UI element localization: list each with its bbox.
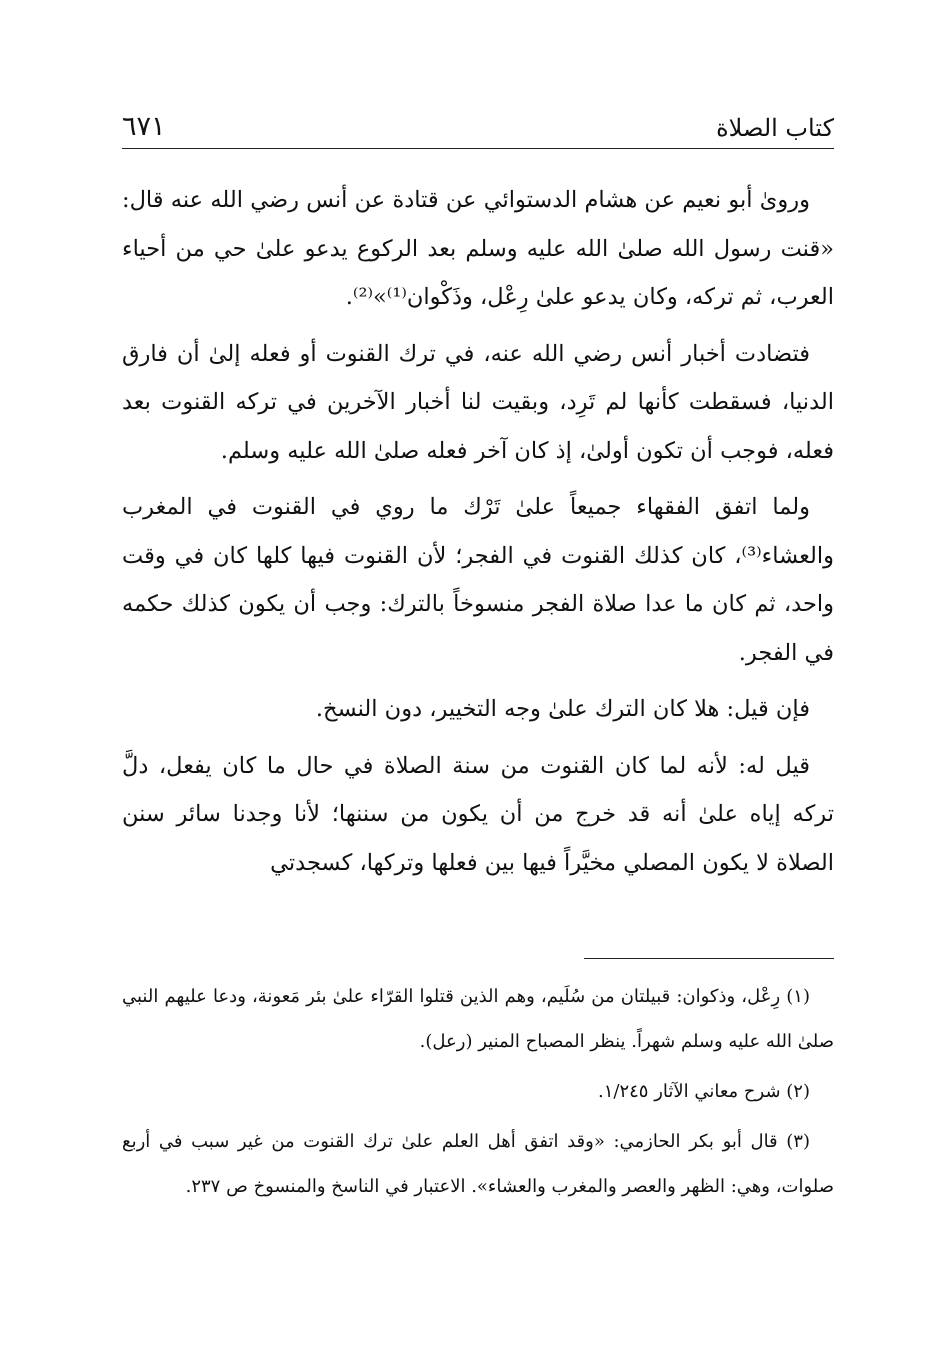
paragraph: ولما اتفق الفقهاء جميعاً علىٰ تَرْك ما روي في القنوت في المغرب والعشاء⁽³⁾، كان كذلك القنوت في الفجر؛ لأن القنوت فيها كلها كان في وقت واحد، ثم كان ما عدا صلاة الفجر منسوخاً بالترك: وجب أن يكون كذلك حكمه في الفجر.	[122, 494, 834, 666]
footnote-separator	[584, 958, 834, 959]
footnote: (٣) قال أبو بكر الحازمي: «وقد اتفق أهل العلم علىٰ ترك القنوت من غير سبب في أربع صلوات، وهي: الظهر والعصر والمغرب والعشاء». الاعتبار في الناسخ والمنسوخ ص ٢٣٧.	[122, 1131, 834, 1197]
footnotes	[122, 974, 834, 1214]
main-text	[122, 176, 834, 895]
footnote: (١) رِعْل، وذكوان: قبيلتان من سُلَيم، وهم الذين قتلوا القرّاء علىٰ بئر مَعونة، ودعا عليهم النبي صلىٰ الله عليه وسلم شهراً. ينظر المصباح المنير (رعل).	[122, 986, 834, 1052]
running-header	[122, 104, 834, 149]
chapter-title: كتاب الصلاة	[716, 114, 834, 142]
footnote: (٢) شرح معاني الآثار ١/٢٤٥.	[597, 1081, 810, 1102]
book-page	[122, 0, 834, 1371]
paragraph: فإن قيل: هلا كان الترك علىٰ وجه التخيير، دون النسخ.	[315, 696, 810, 722]
paragraph: قيل له: لأنه لما كان القنوت من سنة الصلاة في حال ما كان يفعل، دلَّ تركه إياه علىٰ أنه قد خرج من أن يكون من سننها؛ لأنا وجدنا سائر سنن الصلاة لا يكون المصلي مخيَّراً فيها بين فعلها وتركها، كسجدتي	[122, 752, 834, 876]
paragraph: فتضادت أخبار أنس رضي الله عنه، في ترك القنوت أو فعله إلىٰ أن فارق الدنيا، فسقطت كأنها لم تَرِد، وبقيت لنا أخبار الآخرين في تركه القنوت بعد فعله، فوجب أن تكون أولىٰ، إذ كان آخر فعله صلىٰ الله عليه وسلم.	[122, 340, 834, 464]
page-number: ٦٧١	[122, 111, 166, 142]
paragraph: ورویٰ أبو نعيم عن هشام الدستوائي عن قتادة عن أنس رضي الله عنه قال: «قنت رسول الله صلىٰ الله عليه وسلم بعد الركوع يدعو علىٰ حي من أحياء العرب، ثم تركه، وكان يدعو علىٰ رِعْل، وذَكْوان⁽¹⁾»⁽²⁾.	[122, 187, 834, 310]
